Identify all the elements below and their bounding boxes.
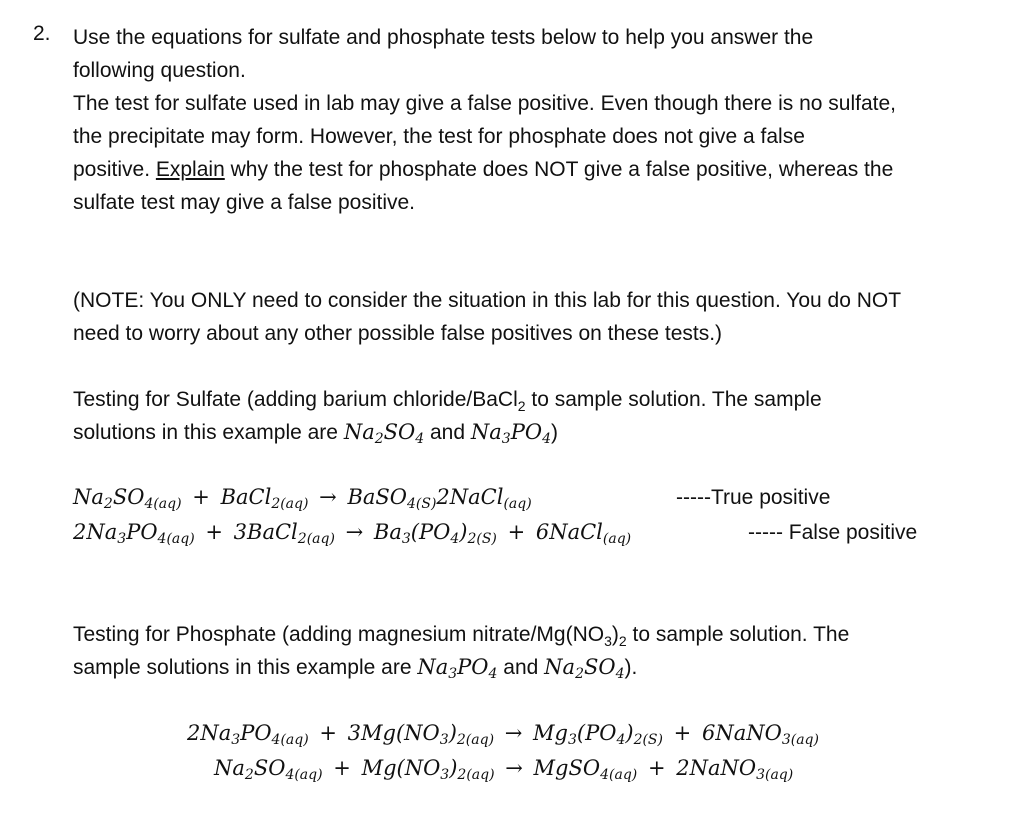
phosphate-equation-1: $2Na_3PO_{4(aq)} + 3Mg(NO_3)_{2(aq)} \to Mg_3(PO_4)_{2(S)}$ + 6NaNO$_{3(aq)}$ bbox=[187, 721, 819, 748]
sulfate-heading-sub: 2 bbox=[517, 398, 526, 415]
question-number: 2. bbox=[33, 22, 51, 45]
question-line-3: The test for sulfate used in lab may give a false positive. Even though there is no sulfate, bbox=[73, 92, 896, 115]
phosphate-heading-close: ). bbox=[624, 656, 638, 679]
phosphate-heading-text-post: to sample solution. The bbox=[626, 623, 850, 646]
sulfate-heading-line-2 bbox=[73, 416, 558, 449]
sulfate-equation-false-positive: $2Na_3PO_{4(aq)}$ + 3BaCl$_{2(aq)}$ → $Ba_3(PO_4)_{2(S)}$ + 6NaCl$_{(aq)}$ bbox=[73, 520, 632, 547]
true-positive-label: -----True positive bbox=[676, 486, 831, 509]
sulfate-heading-close: ) bbox=[551, 421, 558, 444]
sulfate-equation-true-positive: $Na_2SO_{4(aq)}$ + BaCl$_{2(aq)}$ → BaSO$_{4(S)}$2NaCl$_{(aq)}$ bbox=[73, 485, 532, 512]
note-line-2: need to worry about any other possible false positives on these tests.) bbox=[73, 322, 723, 345]
note-line-1: (NOTE: You ONLY need to consider the situation in this lab for this question. You do NOT bbox=[73, 289, 902, 312]
phosphate-heading-sub2: 2 bbox=[618, 633, 627, 650]
explain-underlined-word: Explain bbox=[155, 158, 225, 181]
phosphate-heading-line-2 bbox=[73, 651, 637, 684]
question-line-1: Use the equations for sulfate and phosphate tests below to help you answer the bbox=[73, 26, 814, 49]
question-line-4: the precipitate may form. However, the test for phosphate does not give a false bbox=[73, 125, 805, 148]
question-line-5-pre: positive. bbox=[73, 158, 156, 181]
question-line-5 bbox=[73, 153, 893, 186]
sulfate-formula-a: $Na_2SO_4$ bbox=[343, 420, 425, 447]
phosphate-heading-line-2-text: sample solutions in this example are bbox=[73, 656, 418, 679]
phosphate-heading-text: Testing for Phosphate (adding magnesium nitrate/Mg(NO bbox=[73, 623, 605, 646]
sulfate-heading-text: Testing for Sulfate (adding barium chloride/BaCl bbox=[73, 388, 518, 411]
phosphate-formula-a: $Na_3PO_4$ bbox=[417, 655, 498, 682]
sulfate-formula-b: $Na_3PO_4$ bbox=[470, 420, 551, 447]
phosphate-heading-and: and bbox=[497, 656, 545, 679]
question-line-2: following question. bbox=[73, 59, 246, 82]
phosphate-equation-2: $Na_2SO_{4(aq)} + Mg(NO_3)_{2(aq)}$ → MgSO$_{4(aq)}$ + 2NaNO$_{3(aq)}$ bbox=[214, 756, 794, 783]
phosphate-heading-paren: ) bbox=[611, 623, 619, 646]
sulfate-heading-and: and bbox=[424, 421, 471, 444]
sulfate-heading-text-post: to sample solution. The sample bbox=[525, 388, 822, 411]
sulfate-heading-line-2-text: solutions in this example are bbox=[73, 421, 344, 444]
phosphate-heading-sub: 3 bbox=[604, 633, 612, 650]
question-line-5-post: why the test for phosphate does NOT give a false positive, whereas the bbox=[224, 158, 894, 181]
false-positive-label: ----- False positive bbox=[748, 521, 918, 544]
question-line-6: sulfate test may give a false positive. bbox=[73, 191, 415, 214]
phosphate-formula-b: $Na_2SO_4$ bbox=[544, 655, 625, 682]
